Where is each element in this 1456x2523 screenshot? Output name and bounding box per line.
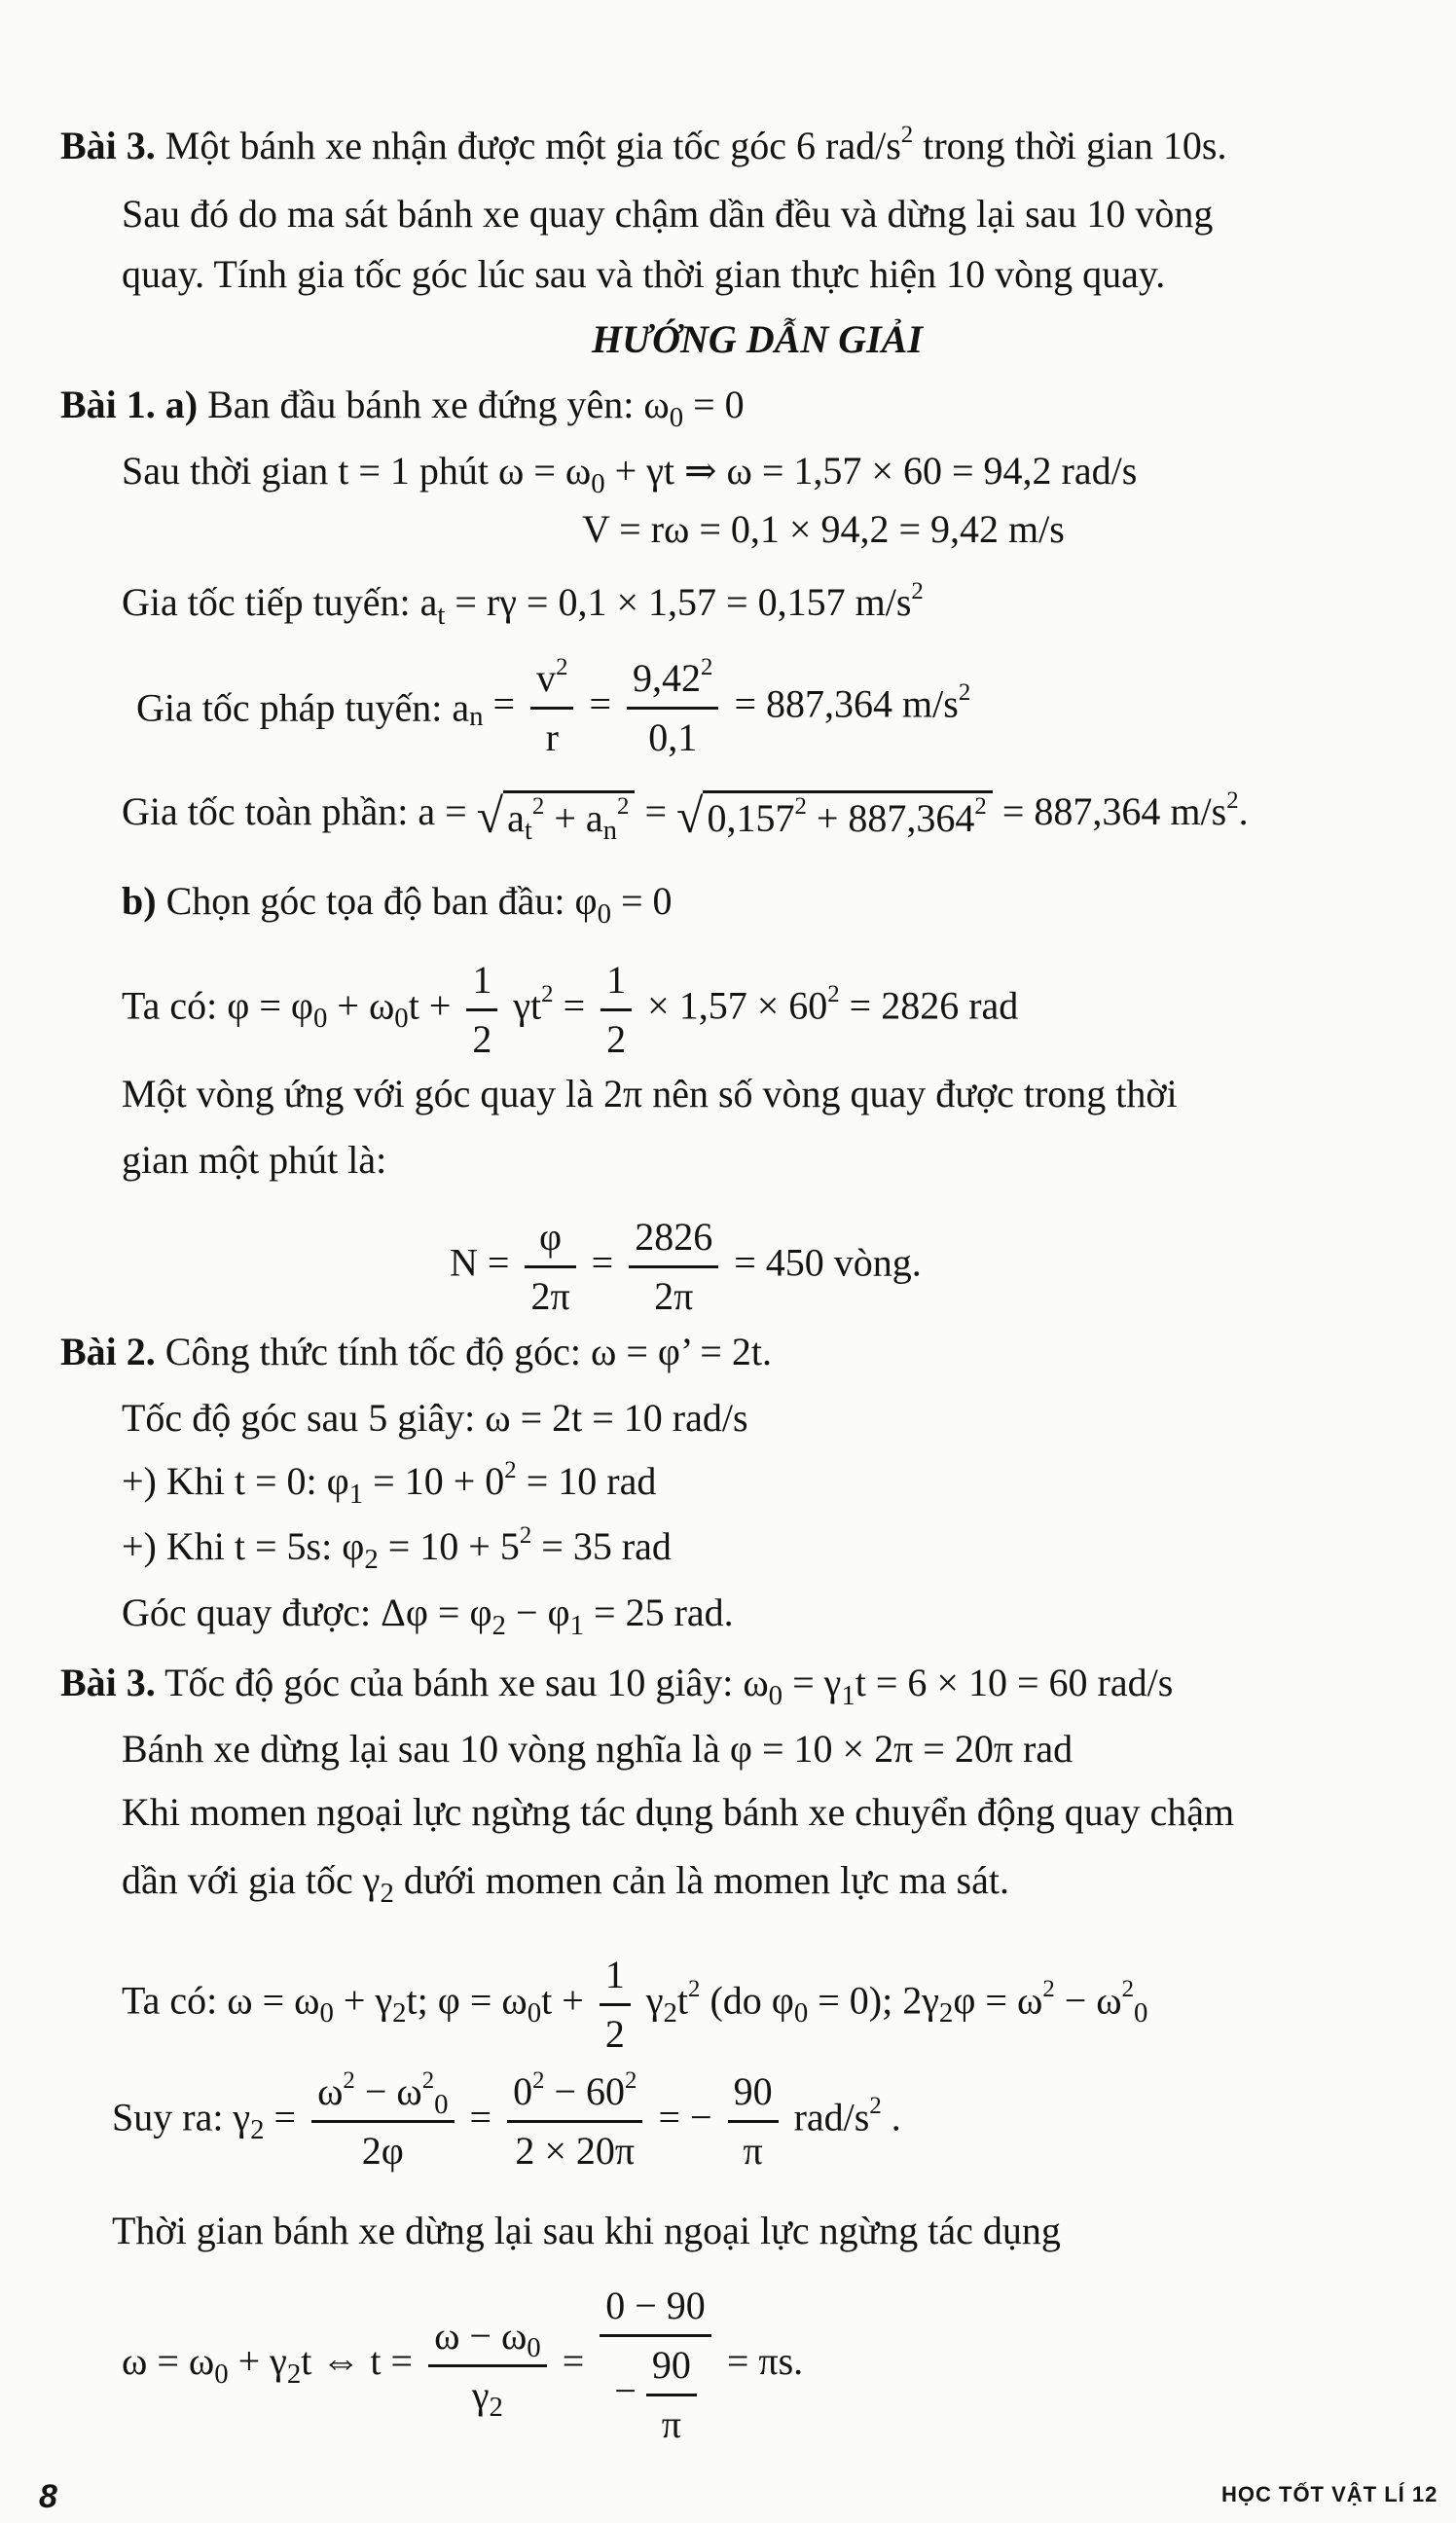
fraction: $\frac{90}{\pi}$ [728, 2064, 779, 2179]
sol2-t0: +) Khi t = 0: $\varphi_1 = 10 + 0^2 = 10$ rad [122, 1456, 657, 1510]
fraction: $\frac{v^2}{r}$ [530, 650, 573, 766]
fraction: $\frac{1}{2}$ [600, 1947, 631, 2063]
solution-heading: HƯỚNG DẪN GIẢI [592, 317, 923, 361]
sol3-moment-line2: dần với gia tốc $\gamma_2$ dưới momen cản là momen lực ma sát. [122, 1858, 1009, 1909]
sol1-round-line2: gian một phút là: [122, 1138, 387, 1182]
sol2-angle: Góc quay được: $\Delta\varphi = \varphi_2 - \varphi_1 = 25$ rad. [122, 1591, 734, 1641]
fraction: $\frac{\omega^2 - \omega^2_0}{2\varphi}$ [311, 2064, 454, 2179]
problem3-line3: quay. Tính gia tốc góc lúc sau và thời gian thực hiện 10 vòng quay. [122, 252, 1166, 296]
sol1-omega: Sau thời gian t = 1 phút $\omega = \omega_0 + \gamma t$ ⇒ ω = 1,57 × 60 = 94,2 rad/s [122, 449, 1138, 499]
sol3-stop: Bánh xe dừng lại sau 10 vòng nghĩa là φ = 10 × 2π = 20π rad [122, 1727, 1074, 1771]
sol1-intro: Bài 1. a) Ban đầu bánh xe đứng yên: $\omega_0 = 0$ [60, 383, 745, 433]
sol3-speed: Bài 3. Tốc độ góc của bánh xe sau 10 giây: $\omega_0 = \gamma_1t = 6 \times 10 = 60$ rad/s [60, 1661, 1174, 1711]
sol1-total-accel: Gia tốc toàn phần: a = √ $a_t^2 + a_n^2$ = √ $0,157^2 + 887,364^2 = 887,364$ $m/s^2$. [122, 786, 1249, 847]
book-title: HỌC TỐT VẬT LÍ 12 [1221, 2482, 1438, 2506]
fraction: $\frac{\omega - \omega_0}{\gamma_2}$ [428, 2308, 547, 2424]
fraction: $\frac{9,42^2}{0,1}$ [627, 650, 718, 766]
fraction: 0 − 90 − $\frac{90}{\pi}$ [600, 2278, 711, 2453]
sol2-formula: Bài 2. Công thức tính tốc độ góc: ω = φ’ = 2t. [60, 1330, 772, 1373]
sol1-phi: Ta có: $\varphi = \varphi_0 + \omega_0t$ + $\frac{1}{2}$ $\gamma t^2$ = $\frac{1}{2}$ × $1,57 \times 60^2 = 2826$ rad [122, 952, 1018, 1068]
sqrt: √ $0,157^2 + 887,364^2$ [676, 786, 993, 845]
problem3-line1: Bài 3. Một bánh xe nhận được một gia tốc góc 6 rad/$s^2$ trong thời gian 10s. [60, 121, 1227, 167]
fraction: $\frac{0^2 - 60^2}{2 \times 20\pi}$ [507, 2064, 642, 2179]
fraction: $\frac{1}{2}$ [466, 952, 497, 1068]
sqrt: √ $a_t^2 + a_n^2$ [477, 786, 636, 845]
fraction: $\frac{2826}{2\pi}$ [629, 1209, 718, 1325]
page-number: 8 [39, 2478, 57, 2515]
sol1-rounds: N = $\frac{\varphi}{2\pi}$ = $\frac{2826}{2\pi}$ = 450 vòng. [450, 1209, 922, 1325]
sol3-equations: Ta có: $\omega = \omega_0 + \gamma_2t$; $\varphi = \omega_0t$ + $\frac{1}{2}$ $\gamma_2t^2$ (do $\varphi_0 = 0$); $2\gamma_2\varphi = \omega^2 - \omega^2_0$ [122, 1947, 1147, 2063]
sol2-t5: +) Khi t = 5s: $\varphi_2 = 10 + 5^2 = 35$ rad [122, 1521, 672, 1575]
sol2-speed: Tốc độ góc sau 5 giây: ω = 2t = 10 rad/s [122, 1396, 748, 1440]
sol3-gamma2: Suy ra: $\gamma_2$ = $\frac{\omega^2 - \omega^2_0}{2\varphi}$ = $\frac{0^2 - 60^2}{2 \times 20\pi}$ = − $\frac{90}{\pi}$ rad/$s^2$ . [112, 2064, 901, 2179]
fraction: $\frac{\varphi}{2\pi}$ [525, 1209, 575, 1325]
problem3-line2: Sau đó do ma sát bánh xe quay chậm dần đều và dừng lại sau 10 vòng [122, 192, 1214, 236]
sol3-moment-line1: Khi momen ngoại lực ngừng tác dụng bánh xe chuyển động quay chậm [122, 1790, 1235, 1834]
sol1-b-intro: b) Chọn góc tọa độ ban đầu: $\varphi_0 = 0$ [122, 879, 673, 930]
sol3-time-eq: $\omega = \omega_0 + \gamma_2t$ ⇔ t = $\frac{\omega - \omega_0}{\gamma_2}$ = 0 − 90 − $\frac{90}{\pi}$ = πs. [122, 2278, 803, 2453]
sol3-time-line: Thời gian bánh xe dừng lại sau khi ngoại lực ngừng tác dụng [112, 2209, 1061, 2252]
sol1-velocity: V = rω = 0,1 × 94,2 = 9,42 m/s [582, 507, 1065, 551]
sol1-normal-accel: Gia tốc pháp tuyến: $a_n$ = $\frac{v^2}{r}$ = $\frac{9,42^2}{0,1}$ = 887,364 $m/s^2$ [136, 650, 970, 766]
fraction: $\frac{90}{\pi}$ [646, 2337, 697, 2453]
sol1-tangential-accel: Gia tốc tiếp tuyến: $a_t = r\gamma = 0,1 \times 1,57 = 0,157$ $m/s^2$ [122, 577, 924, 631]
fraction: $\frac{1}{2}$ [601, 952, 632, 1068]
sol1-round-line1: Một vòng ứng với góc quay là 2π nên số vòng quay được trong thời [122, 1072, 1178, 1115]
